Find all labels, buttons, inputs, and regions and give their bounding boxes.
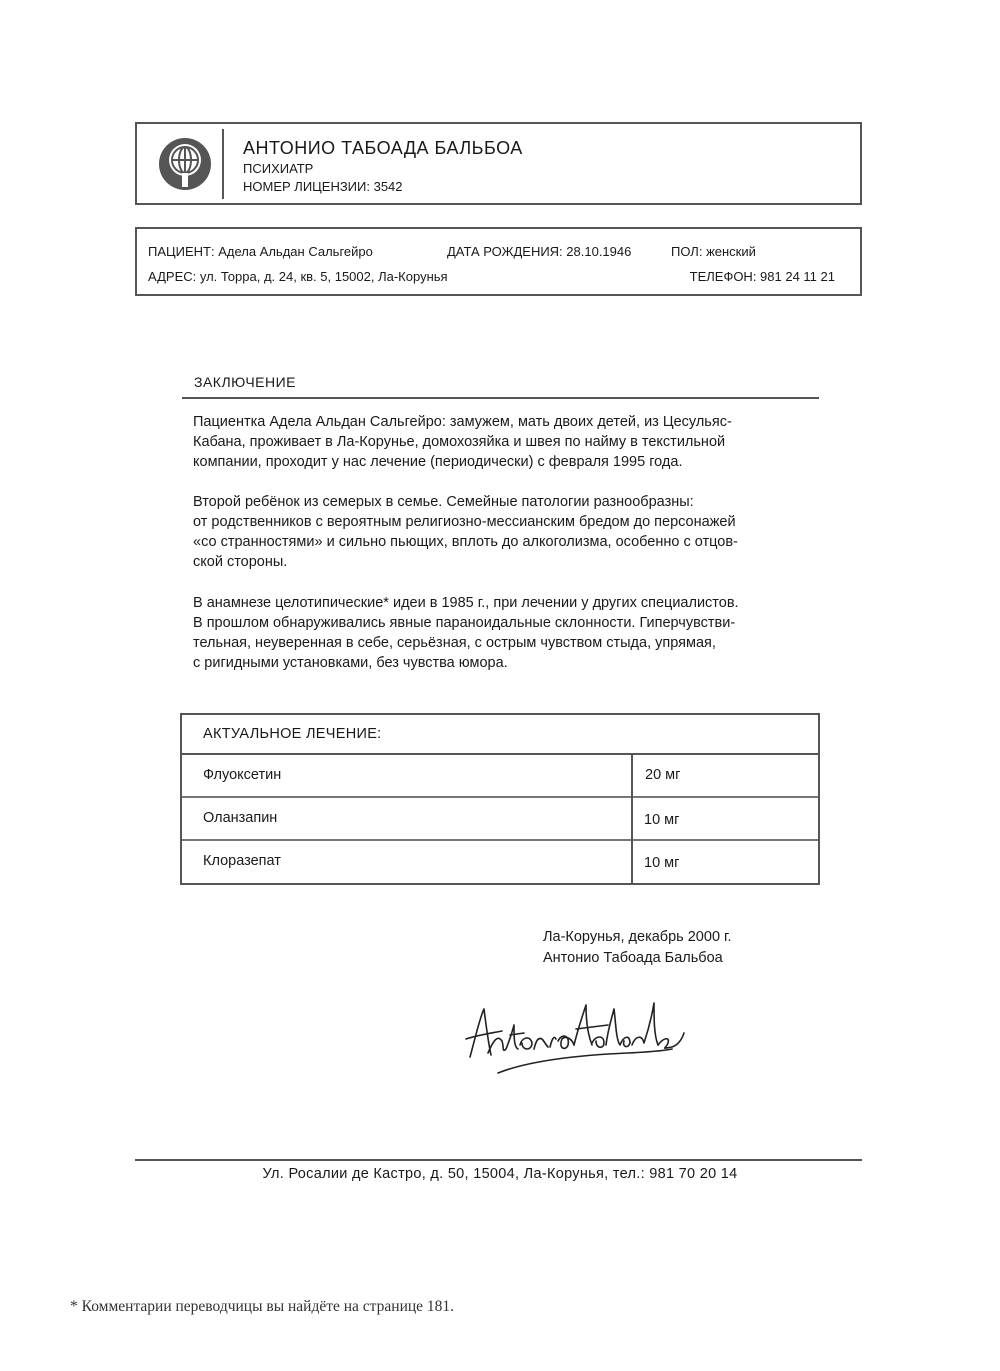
patient-sex: ПОЛ: женский (671, 244, 756, 259)
drug-name: Оланзапин (203, 810, 278, 826)
doctor-role: ПСИХИАТР (243, 161, 314, 176)
drug-dose: 10 мг (644, 812, 680, 828)
patient-info (135, 227, 862, 296)
text-line: «со странностями» и сильно пьющих, вплоть до алкоголизма, особенно с отцов- (193, 534, 738, 550)
footer-rule (135, 1159, 862, 1161)
text-line: Пациентка Адела Альдан Сальгейро: замужем, мать двоих детей, из Цесульяс- (193, 414, 732, 430)
text-line: В анамнезе целотипические* идеи в 1985 г., при лечении у других специалистов. (193, 595, 739, 611)
conclusion-paragraph-2 (193, 492, 823, 572)
doctor-header (135, 122, 862, 205)
place-date: Ла-Корунья, декабрь 2000 г. (543, 929, 732, 945)
text-line: ской стороны. (193, 554, 288, 570)
text-line: Кабана, проживает в Ла-Корунье, домохозяйка и швея по найму в текстильной (193, 434, 726, 450)
drug-dose: 20 мг (645, 767, 681, 783)
header-divider (222, 129, 224, 199)
table-row (182, 755, 818, 798)
conclusion-paragraph-1 (193, 412, 823, 472)
patient-phone: ТЕЛЕФОН: 981 24 11 21 (689, 269, 835, 284)
drug-name: Клоразепат (203, 853, 281, 869)
text-line: Второй ребёнок из семерых в семье. Семейные патологии разнообразны: (193, 494, 694, 510)
treatment-header (182, 715, 818, 755)
signer-name: Антонио Табоада Бальбоа (543, 950, 723, 966)
text-line: компании, проходит у нас лечение (периодически) с февраля 1995 года. (193, 454, 683, 470)
drug-name: Флуоксетин (203, 767, 282, 783)
conclusion-rule (182, 397, 819, 399)
patient-name: ПАЦИЕНТ: Адела Альдан Сальгейро (148, 244, 373, 259)
text-line: от родственников с вероятным религиозно-мессианским бредом до персонажей (193, 514, 736, 530)
patient-birth-date: ДАТА РОЖДЕНИЯ: 28.10.1946 (447, 244, 632, 259)
doctor-name: АНТОНИО ТАБОАДА БАЛЬБОА (243, 138, 523, 158)
text-line: тельная, неуверенная в себе, серьёзная, с острым чувством стыда, упрямая, (193, 635, 716, 651)
patient-address: АДРЕС: ул. Торра, д. 24, кв. 5, 15002, Ла-Корунья (148, 269, 448, 284)
conclusion-title: ЗАКЛЮЧЕНИЕ (194, 374, 296, 390)
text-line: В прошлом обнаруживались явные параноидальные склонности. Гиперчувстви- (193, 615, 736, 631)
column-divider (631, 755, 633, 883)
table-row (182, 798, 818, 841)
footer-address: Ул. Росалии де Кастро, д. 50, 15004, Ла-Корунья, тел.: 981 70 20 14 (262, 1166, 738, 1182)
treatment-table (180, 713, 820, 885)
text-line: с ригидными установками, без чувства юмора. (193, 655, 508, 671)
treatment-title: АКТУАЛЬНОЕ ЛЕЧЕНИЕ: (203, 726, 382, 742)
table-row (182, 841, 818, 884)
handwritten-signature (458, 995, 693, 1080)
footnote: * Комментарии переводчицы вы найдёте на странице 181. (70, 1298, 455, 1315)
doctor-license: НОМЕР ЛИЦЕНЗИИ: 3542 (243, 179, 403, 194)
conclusion-paragraph-3 (193, 593, 823, 673)
clinic-logo-icon (157, 136, 213, 192)
drug-dose: 10 мг (644, 855, 680, 871)
